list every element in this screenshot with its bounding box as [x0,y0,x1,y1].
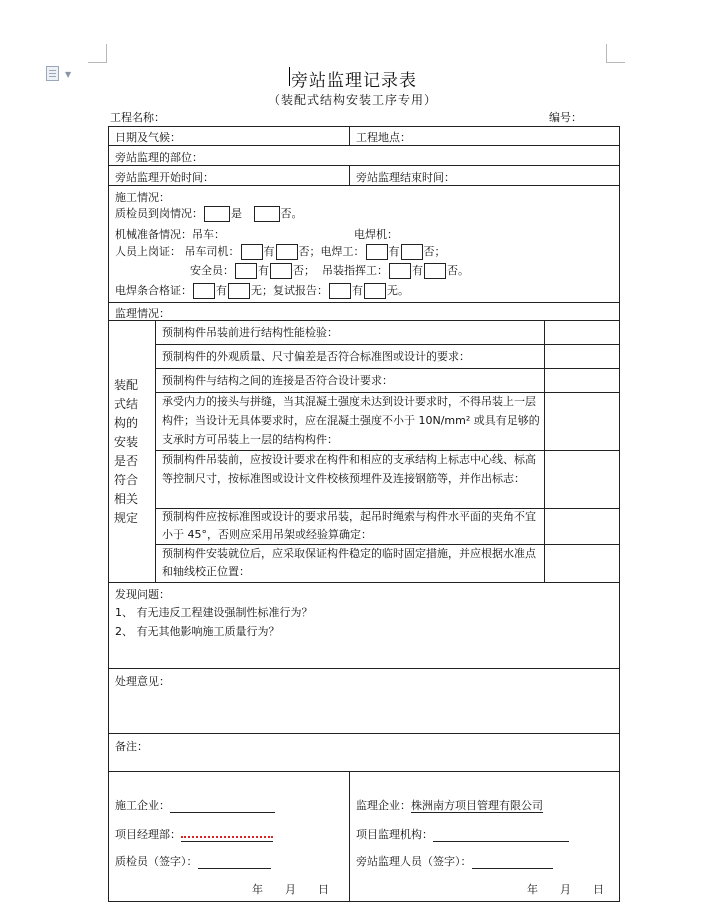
column-divider [155,320,156,582]
crane-driver-have-checkbox[interactable] [241,244,263,260]
date-right: 年 月 日 [527,883,604,896]
document-icon[interactable] [46,66,59,81]
row-divider [108,771,620,772]
supervisor-label: 监理企业： [356,799,411,812]
row-divider [108,302,620,303]
welder-not-checkbox[interactable] [401,244,423,260]
page-title: 旁站监理记录表 [291,71,417,91]
opinion-label: 处理意见： [115,675,170,688]
qc-presence-line [115,205,303,223]
qc-no-checkbox[interactable] [254,206,280,222]
issue-question-2: 2、 有无其他影响施工质量行为？ [115,625,280,638]
person-label: 旁站监理人员（签字）： [356,855,472,868]
column-divider [349,126,350,146]
side-label: 装配式结构的安装是否符合相关规定 [113,378,138,525]
text-cursor [289,67,290,86]
contractor-field[interactable] [170,800,275,813]
not-text: 否； [423,245,446,258]
have-text: 有 [388,245,400,258]
issue-question-1: 1、 有无违反工程建设强制性标准行为？ [115,606,313,619]
qc-sign-line [115,853,271,869]
signal-worker-label: 吊装指挥工： [322,264,388,277]
contractor-label: 施工企业： [115,799,170,812]
row-divider [155,344,620,345]
location-label: 工程地点： [356,131,411,144]
column-divider [349,165,350,185]
row-divider [108,668,620,669]
row-divider [155,368,620,369]
construction-heading: 施工情况： [115,191,170,204]
have-text: 有 [412,264,423,277]
row-divider [108,733,620,734]
personnel-label: 人员上岗证： [115,245,181,258]
contractor-line [115,797,275,813]
page-corner-top-left [88,44,107,63]
pm-line [115,826,273,842]
none-end-text: 无。 [387,284,409,297]
none-text: 无； [251,284,273,297]
row-divider [108,145,620,146]
machine-label: 机械准备情况：吊车： [115,228,225,241]
no-text: 否。 [280,207,303,220]
safety-line [190,262,469,280]
personnel-line [115,243,446,261]
welder-label: 电焊工： [320,245,365,258]
person-line [356,853,553,869]
rule-7: 预制构件安装就位后，应采取保证构件稳定的临时固定措施，并应根据水准点和轴线校正位置： [162,547,536,578]
pm-field[interactable] [181,829,273,842]
column-divider [544,320,545,582]
pm-label: 项目经理部： [115,828,181,841]
signal-not-checkbox[interactable] [424,263,446,279]
welder-machine-label: 电焊机： [354,228,398,241]
crane-driver-not-checkbox[interactable] [276,244,298,260]
qc-label: 质检员到岗情况： [115,207,203,220]
row-divider [108,165,620,166]
have-text: 有 [263,245,275,258]
yes-text: 是 [231,207,242,220]
have-text: 有 [352,284,363,297]
have-text: 有 [216,284,227,297]
crane-driver-label: 吊车司机： [184,245,240,258]
qc-sign-field[interactable] [198,856,271,869]
rule-6: 预制构件应按标准图或设计的要求吊装，起吊时绳索与构件水平面的夹角不宜小于 45°，否则应采用吊架或经验算确定： [162,510,536,541]
supervisor-value[interactable]: 株洲南方项目管理有限公司 [411,799,543,812]
cert-none-checkbox[interactable] [228,283,250,299]
retest-none-checkbox[interactable] [364,283,386,299]
page-corner-top-right [606,44,625,63]
agency-line [356,826,569,842]
supervisor-line [356,797,543,813]
start-time-label: 旁站监理开始时间： [115,171,214,184]
signal-have-checkbox[interactable] [389,263,411,279]
person-field[interactable] [472,856,553,869]
safety-not-checkbox[interactable] [270,263,292,279]
issues-heading: 发现问题： [115,588,170,601]
row-divider [108,185,620,186]
row-divider [108,582,620,583]
not-end-text: 否。 [447,264,469,277]
supervision-heading: 监理情况： [115,307,170,320]
date-weather-label: 日期及气候： [115,131,181,144]
not-text: 否； [293,264,315,277]
remark-label: 备注： [115,740,148,753]
number-label: 编号： [549,111,582,124]
supervision-part-label: 旁站监理的部位： [115,151,203,164]
retest-have-checkbox[interactable] [329,283,351,299]
certificate-line [115,282,409,300]
rule-2: 预制构件的外观质量、尺寸偏差是否符合标准图或设计的要求： [162,350,470,363]
column-divider [349,771,350,902]
rule-1: 预制构件吊装前进行结构性能检验： [162,326,338,339]
have-text: 有 [258,264,269,277]
project-name-label: 工程名称： [110,111,165,124]
rule-4: 承受内力的接头与拼缝，当其混凝土强度未达到设计要求时，不得吊装上一层构件；当设计无具体要求时，应在混凝土强度不小于 10N/mm² 或具有足够的支承时方可吊装上一层的结构构件： [162,395,540,446]
agency-field[interactable] [433,829,569,842]
agency-label: 项目监理机构： [356,828,433,841]
cert-label: 电焊条合格证： [115,284,192,297]
chevron-down-icon[interactable]: ▼ [65,70,72,79]
page-subtitle: （装配式结构安装工序专用） [268,93,438,107]
retest-label: 复试报告： [273,284,328,297]
qc-sign-label: 质检员（签字）： [115,855,198,868]
cert-have-checkbox[interactable] [193,283,215,299]
welder-have-checkbox[interactable] [366,244,388,260]
safety-have-checkbox[interactable] [235,263,257,279]
safety-officer-label: 安全员： [190,264,234,277]
end-time-label: 旁站监理结束时间： [356,171,455,184]
qc-yes-checkbox[interactable] [204,206,230,222]
rule-3: 预制构件与结构之间的连接是否符合设计要求： [162,374,393,387]
rule-5: 预制构件吊装前，应按设计要求在构件和相应的支承结构上标志中心线、标高等控制尺寸，按标准图或设计文件校核预埋件及连接钢筋等，并作出标志： [162,453,536,485]
not-text: 否； [298,245,321,258]
date-left: 年 月 日 [252,883,329,896]
